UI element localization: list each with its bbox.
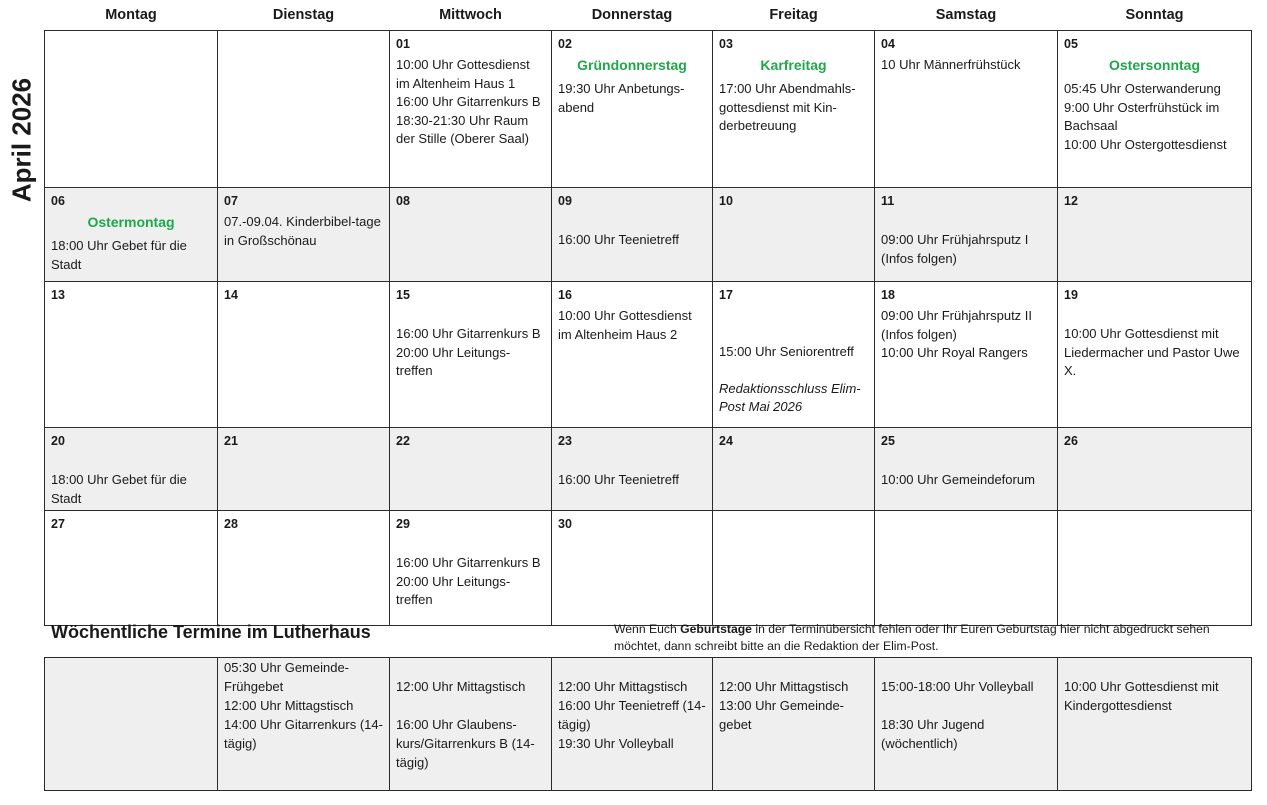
event-entry: 05:45 Uhr Osterwanderung (1064, 81, 1221, 96)
day-cell (390, 31, 552, 188)
weekly-event: 05:30 Uhr Gemeinde-Frühgebet (224, 660, 350, 694)
weekly-event: 16:00 Uhr Glaubens-kurs/Gitarrenkurs B (14-tägig) (396, 717, 535, 770)
spacer (719, 362, 868, 380)
weekday-header: Sonntag (1125, 7, 1184, 23)
day-number: 14 (224, 288, 238, 302)
birthday-note-post: in der Terminübersicht fehlen oder Ihr Euren Geburtstag hier nicht abgedruckt sehen möchtet, dann schreibt bitte an die Redaktion der Elim-Post. (614, 622, 1210, 653)
day-cell (1058, 282, 1252, 428)
day-number: 17 (719, 288, 733, 302)
spacer (396, 658, 545, 677)
event-entry: 10:00 Uhr Gottesdienst im Altenheim Haus 1 (396, 57, 530, 91)
event-entry: 10:00 Uhr Gottesdienst mit Liedermacher und Pastor Uwe X. (1064, 326, 1240, 378)
weekday-header: Samstag (935, 7, 997, 23)
weekly-event: 13:00 Uhr Gemeinde-gebet (719, 698, 845, 732)
weekly-row (45, 658, 1252, 791)
event-entry: 16:00 Uhr Gitarrenkurs B (396, 326, 541, 341)
week-row (45, 31, 1252, 188)
weekly-cell (45, 658, 218, 791)
day-number: 20 (51, 434, 65, 448)
spacer (1064, 307, 1245, 325)
month-title: April 2026 (6, 77, 37, 203)
event-entry: 16:00 Uhr Teenietreff (558, 472, 679, 487)
event-entry: 9:00 Uhr Osterfrühstück im Bachsaal (1064, 99, 1220, 133)
spacer (51, 453, 211, 471)
day-cell (1058, 428, 1252, 511)
day-cell (713, 188, 875, 282)
week-row (45, 188, 1252, 282)
day-number: 04 (881, 37, 895, 51)
event-entry: 17:00 Uhr Abendmahls-gottesdienst mit Kin-derbetreuung (719, 81, 856, 133)
day-cell (552, 428, 713, 511)
weekly-event: 16:00 Uhr Teenietreff (14-tägig) (558, 698, 706, 732)
spacer (881, 453, 1051, 471)
weekly-section-title: Wöchentliche Termine im Lutherhaus (51, 622, 371, 642)
day-number: 16 (558, 288, 572, 302)
weekly-cell (875, 658, 1058, 791)
day-number: 05 (1064, 37, 1078, 51)
birthday-note-bold: Geburtstage (680, 622, 752, 636)
event-entry: 07.-09.04. Kinderbibel-tage in Großschönau (224, 214, 381, 248)
day-cell (218, 282, 390, 428)
holiday-label: Gründonnerstag (577, 57, 687, 73)
event-entry: 09:00 Uhr Frühjahrsputz I (Infos folgen) (881, 232, 1029, 266)
spacer (396, 696, 545, 715)
week-row (45, 511, 1252, 626)
day-cell (390, 188, 552, 282)
holiday-label: Karfreitag (760, 57, 827, 73)
day-cell (218, 31, 390, 188)
day-cell (875, 428, 1058, 511)
weekly-event: 18:30 Uhr Jugend (wöchentlich) (881, 717, 985, 751)
day-number: 11 (881, 194, 895, 208)
day-cell (390, 282, 552, 428)
birthday-note (614, 621, 1254, 655)
day-cell (390, 511, 552, 626)
spacer (558, 213, 706, 231)
spacer (396, 536, 545, 554)
day-number: 28 (224, 517, 238, 531)
weekly-event: 14:00 Uhr Gitarrenkurs (14-tägig) (224, 717, 383, 751)
spacer (558, 453, 706, 471)
day-cell (390, 428, 552, 511)
day-number: 21 (224, 434, 238, 448)
event-entry: 10 Uhr Männerfrühstück (881, 57, 1021, 72)
holiday-label: Ostersonntag (1108, 57, 1200, 73)
spacer (719, 307, 868, 325)
day-number: 02 (558, 37, 572, 51)
weekly-event: 12:00 Uhr Mittagstisch (224, 698, 354, 713)
birthday-note-pre: Wenn Euch (614, 622, 681, 636)
event-entry: 10:00 Uhr Gemeindeforum (881, 472, 1035, 487)
day-number: 23 (558, 434, 572, 448)
weekday-header: Mittwoch (439, 7, 502, 23)
day-number: 25 (881, 434, 895, 448)
spacer (1064, 658, 1245, 677)
day-number: 22 (396, 434, 410, 448)
day-number: 08 (396, 194, 410, 208)
day-cell (218, 428, 390, 511)
weekly-cell (218, 658, 390, 791)
day-cell (1058, 31, 1252, 188)
spacer (719, 325, 868, 343)
event-entry: 16:00 Uhr Gitarrenkurs B (396, 94, 541, 109)
weekly-event: 15:00-18:00 Uhr Volleyball (881, 679, 1034, 694)
event-entry: Redaktionsschluss Elim-Post Mai 2026 (719, 380, 861, 414)
day-number: 26 (1064, 434, 1078, 448)
day-cell (45, 511, 218, 626)
weekly-schedule (44, 657, 1252, 791)
weekly-cell (713, 658, 875, 791)
day-cell (218, 511, 390, 626)
spacer (719, 658, 868, 677)
day-number: 18 (881, 288, 895, 302)
calendar-grid (44, 0, 1252, 626)
day-cell (713, 31, 875, 188)
event-entry: 10:00 Uhr Ostergottesdienst (1064, 136, 1227, 152)
day-number: 27 (51, 517, 65, 531)
weekly-cell (552, 658, 713, 791)
weekday-header: Montag (105, 7, 157, 23)
day-number: 12 (1064, 194, 1078, 208)
day-number: 06 (51, 194, 65, 208)
event-entry: 15:00 Uhr Seniorentreff (719, 344, 854, 359)
day-cell (552, 511, 713, 626)
week-row (45, 282, 1252, 428)
spacer (396, 307, 545, 325)
day-cell (875, 188, 1058, 282)
weekday-header: Donnerstag (591, 7, 673, 23)
day-cell (713, 428, 875, 511)
weekly-event: 10:00 Uhr Gottesdienst mit Kindergottesdienst (1064, 679, 1219, 713)
weekly-event: 19:30 Uhr Volleyball (558, 736, 674, 751)
day-number: 19 (1064, 288, 1078, 302)
day-cell (552, 188, 713, 282)
event-entry: 19:30 Uhr Anbetungs-abend (558, 81, 685, 115)
spacer (558, 658, 706, 677)
weekly-event: 12:00 Uhr Mittagstisch (719, 679, 849, 694)
weekly-cell (390, 658, 552, 791)
holiday-label: Ostermontag (87, 214, 175, 230)
day-cell (875, 31, 1058, 188)
event-entry: 20:00 Uhr Leitungs-treffen (396, 573, 511, 607)
day-cell (713, 282, 875, 428)
weekday-header: Freitag (769, 7, 818, 23)
day-cell (45, 188, 218, 282)
day-number: 03 (719, 37, 733, 51)
spacer (881, 658, 1051, 677)
event-entry: 10:00 Uhr Gottesdienst im Altenheim Haus 2 (558, 308, 692, 342)
day-number: 09 (558, 194, 572, 208)
weekly-cell (1058, 658, 1252, 791)
week-row (45, 428, 1252, 511)
spacer (881, 213, 1051, 231)
event-entry: 18:00 Uhr Gebet für die Stadt (51, 472, 187, 506)
event-entry: 20:00 Uhr Leitungs-treffen (396, 344, 511, 378)
event-entry: 16:00 Uhr Teenietreff (558, 232, 679, 247)
day-number: 13 (51, 288, 65, 302)
weekly-event: 12:00 Uhr Mittagstisch (558, 679, 688, 694)
day-number: 07 (224, 194, 238, 208)
weekday-header-row (45, 0, 1252, 31)
event-entry: 18:00 Uhr Gebet für die Stadt (51, 238, 187, 272)
spacer (881, 696, 1051, 715)
day-cell (1058, 511, 1252, 626)
day-cell (218, 188, 390, 282)
day-cell (45, 31, 218, 188)
day-number: 10 (719, 194, 733, 208)
event-entry: 09:00 Uhr Frühjahrsputz II (Infos folgen) (881, 308, 1033, 342)
month-title-container (0, 30, 44, 250)
day-number: 15 (396, 288, 410, 302)
day-cell (713, 511, 875, 626)
day-number: 29 (396, 517, 410, 531)
day-cell (552, 31, 713, 188)
event-entry: 18:30-21:30 Uhr Raum der Stille (Oberer Saal) (396, 112, 529, 146)
day-number: 24 (719, 434, 733, 448)
day-cell (45, 428, 218, 511)
day-cell (875, 282, 1058, 428)
event-entry: 10:00 Uhr Royal Rangers (881, 345, 1028, 360)
day-cell (45, 282, 218, 428)
day-cell (1058, 188, 1252, 282)
event-entry: 16:00 Uhr Gitarrenkurs B (396, 555, 541, 570)
day-cell (552, 282, 713, 428)
day-number: 01 (396, 37, 410, 51)
day-cell (875, 511, 1058, 626)
weekly-event: 12:00 Uhr Mittagstisch (396, 679, 526, 694)
day-number: 30 (558, 517, 572, 531)
weekday-header: Dienstag (272, 7, 335, 23)
